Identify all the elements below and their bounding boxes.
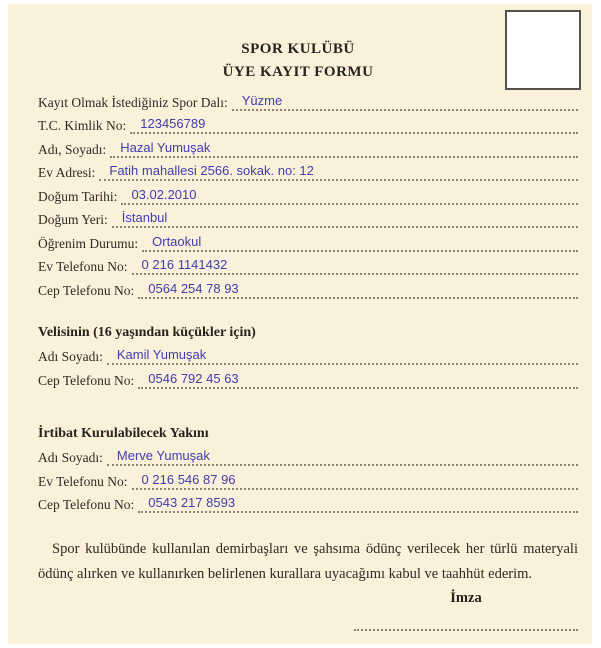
field-label: Kayıt Olmak İstediğiniz Spor Dalı: <box>38 94 228 110</box>
dotted-fill-line <box>138 363 578 389</box>
field-label: Doğum Tarihi: <box>38 188 118 204</box>
field-value: İstanbul <box>121 210 168 225</box>
field-label: Ev Telefonu No: <box>38 473 128 489</box>
field-row-birth-date <box>38 181 578 205</box>
dotted-fill-line <box>142 226 578 252</box>
field-row-sport-branch <box>38 87 578 111</box>
field-row-contact-name <box>38 443 578 467</box>
field-value: 0564 254 78 93 <box>148 280 239 296</box>
field-label: Adı Soyadı: <box>38 349 103 364</box>
field-value: 0 216 1141432 <box>141 257 228 272</box>
field-row-home-address <box>38 158 578 182</box>
field-label: Adı, Soyadı: <box>38 141 107 157</box>
field-value: 123456789 <box>140 116 206 131</box>
field-value: Fatih mahallesi 2566. sokak. no: 12 <box>109 163 314 178</box>
field-row-full-name <box>38 134 578 158</box>
dotted-fill-line <box>232 85 578 111</box>
field-value: Yüzme <box>241 92 283 108</box>
field-label: Ev Telefonu No: <box>38 259 128 274</box>
field-label: Cep Telefonu No: <box>38 497 135 512</box>
signature-area <box>354 590 578 631</box>
field-row-contact-mobile-phone <box>38 490 578 514</box>
field-label: Adı Soyadı: <box>38 450 103 465</box>
field-label: Cep Telefonu No: <box>38 372 135 388</box>
field-label: Doğum Yeri: <box>38 212 108 227</box>
field-row-mobile-phone <box>38 275 578 299</box>
field-value: 0546 792 45 63 <box>148 370 239 386</box>
dotted-fill-line <box>132 250 578 276</box>
signature-dotted-line <box>354 629 578 631</box>
field-row-contact-home-phone <box>38 466 578 490</box>
dotted-fill-line <box>138 273 578 299</box>
dotted-fill-line <box>121 179 578 205</box>
field-row-guardian-name <box>38 342 578 366</box>
form-title-line1: SPOR KULÜBÜ <box>241 41 355 57</box>
guardian-section-heading: Velisinin (16 yaşından küçükler için) <box>38 324 256 340</box>
field-label: T.C. Kimlik No: <box>38 118 127 133</box>
form-title-line2: ÜYE KAYIT FORMU <box>222 64 374 80</box>
field-value: 03.02.2010 <box>131 186 197 202</box>
field-label: Öğrenim Durumu: <box>38 235 139 251</box>
signature-label: İmza <box>450 590 482 606</box>
dotted-fill-line <box>110 132 578 158</box>
field-value: Kamil Yumuşak <box>116 347 207 362</box>
dotted-fill-line <box>107 340 578 366</box>
field-label: Cep Telefonu No: <box>38 282 135 298</box>
emergency-contact-heading: İrtibat Kurulabilecek Yakını <box>38 425 209 441</box>
main-fields-section <box>38 87 578 299</box>
dotted-fill-line <box>112 203 578 229</box>
field-row-birth-place <box>38 205 578 229</box>
dotted-fill-line <box>107 441 578 467</box>
form-sheet <box>8 4 592 644</box>
dotted-fill-line <box>138 488 578 514</box>
dotted-fill-line <box>130 109 578 135</box>
form-title <box>38 40 558 82</box>
field-row-education-level <box>38 228 578 252</box>
photo-placeholder-box <box>505 10 581 90</box>
field-row-guardian-mobile <box>38 365 578 389</box>
field-value: 0 216 546 87 96 <box>141 471 236 487</box>
field-value: Ortaokul <box>152 233 202 249</box>
dotted-fill-line <box>132 464 578 490</box>
field-value: Merve Yumuşak <box>116 448 210 463</box>
declaration-text: Spor kulübünde kullanılan demirbaşları ve şahsıma ödünç verilecek her türlü materyali ödünç alırken ve kullanırken belirlenen kurallara uyacağımı kabul ve taahhüt ederim. <box>38 541 578 582</box>
field-label: Ev Adresi: <box>38 165 96 180</box>
dotted-fill-line <box>99 156 578 182</box>
field-row-home-phone <box>38 252 578 276</box>
emergency-contact-section <box>38 425 578 514</box>
field-value: Hazal Yumuşak <box>120 139 211 155</box>
field-row-national-id <box>38 111 578 135</box>
guardian-section <box>38 324 578 389</box>
field-value: 0543 217 8593 <box>148 495 236 510</box>
